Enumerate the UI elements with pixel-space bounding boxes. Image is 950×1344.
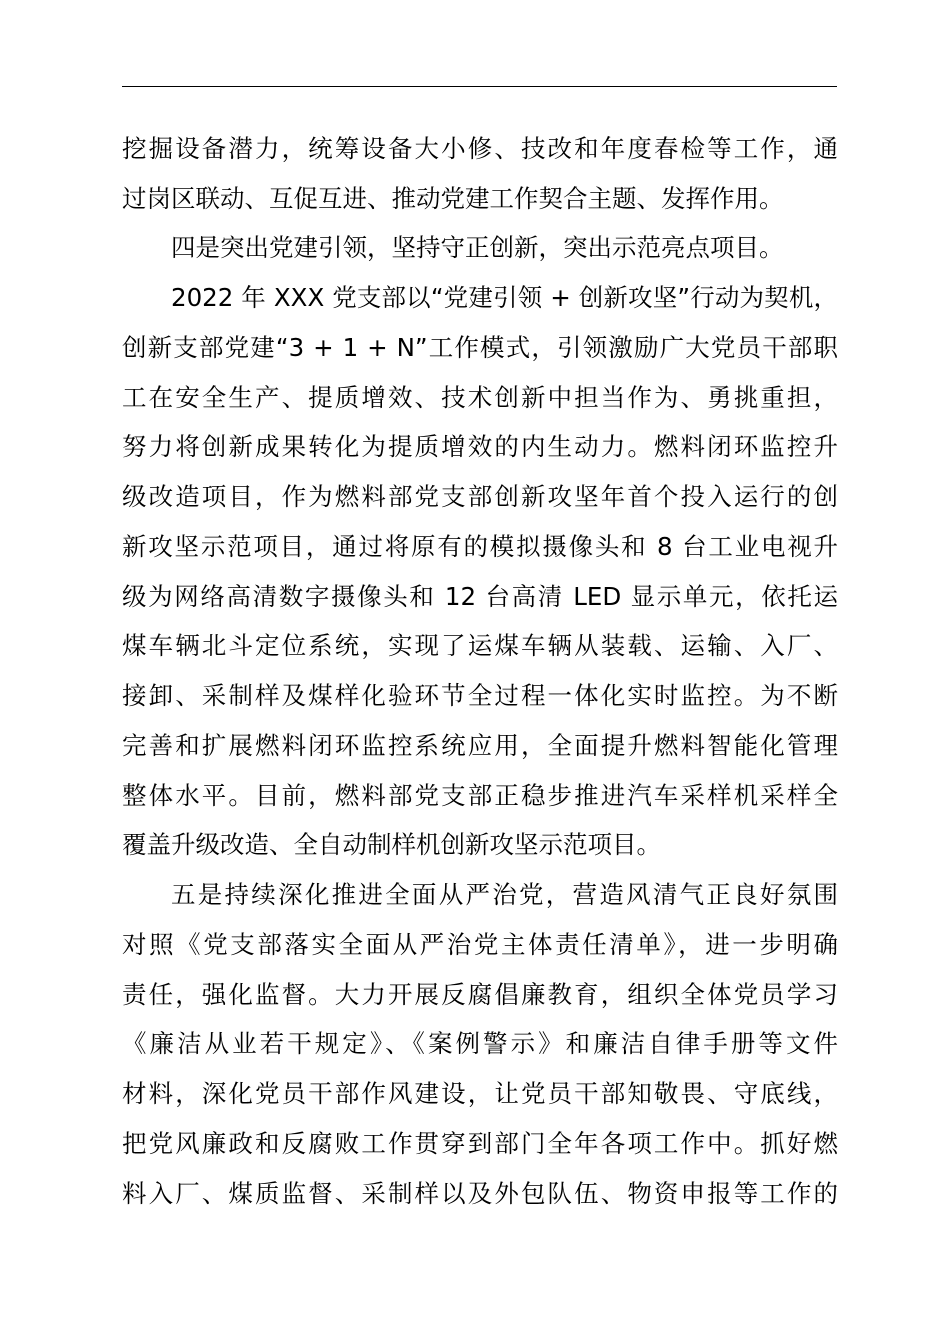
- text-line: 过岗区联动、互促互进、推动党建工作契合主题、发挥作用。: [122, 184, 784, 213]
- text-line: 创新支部党建“3 + 1 + N”工作模式，引领激励广大党员干部职: [122, 333, 838, 362]
- text-line: 新攻坚示范项目，通过将原有的模拟摄像头和 8 台工业电视升: [122, 532, 838, 561]
- text-line: 接卸、采制样及煤样化验环节全过程一体化实时监控。为不断: [122, 681, 838, 710]
- text-line: 料入厂、煤质监督、采制样以及外包队伍、物资申报等工作的: [122, 1179, 838, 1208]
- section-heading: 四是突出党建引领，坚持守正创新，突出示范亮点项目。: [171, 233, 784, 262]
- text-line: 2022 年 XXX 党支部以“党建引领 + 创新攻坚”行动为契机，: [171, 283, 838, 312]
- text-line: 对照《党支部落实全面从严治党主体责任清单》，进一步明确: [122, 930, 838, 959]
- text-line: 努力将创新成果转化为提质增效的内生动力。燃料闭环监控升: [122, 432, 838, 461]
- text-line: 责任，强化监督。大力开展反腐倡廉教育，组织全体党员学习: [122, 980, 838, 1009]
- section-heading: 五是持续深化推进全面从严治党，营造风清气正良好氛围: [171, 880, 838, 909]
- text-line: 级为网络高清数字摄像头和 12 台高清 LED 显示单元，依托运: [122, 582, 838, 611]
- text-line: 覆盖升级改造、全自动制样机创新攻坚示范项目。: [122, 830, 661, 859]
- text-line: 级改造项目，作为燃料部党支部创新攻坚年首个投入运行的创: [122, 482, 838, 511]
- text-line: 把党风廉政和反腐败工作贯穿到部门全年各项工作中。抓好燃: [122, 1129, 838, 1158]
- text-line: 工在安全生产、提质增效、技术创新中担当作为、勇挑重担，: [122, 383, 838, 412]
- text-line: 材料，深化党员干部作风建设，让党员干部知敬畏、守底线，: [122, 1079, 838, 1108]
- text-line: 整体水平。目前，燃料部党支部正稳步推进汽车采样机采样全: [122, 781, 838, 810]
- text-line: 煤车辆北斗定位系统，实现了运煤车辆从装载、运输、入厂、: [122, 631, 838, 660]
- text-line: 《廉洁从业若干规定》、《案例警示》和廉洁自律手册等文件: [122, 1029, 838, 1058]
- text-line: 完善和扩展燃料闭环监控系统应用，全面提升燃料智能化管理: [122, 731, 838, 760]
- header-rule: [122, 86, 837, 87]
- text-line: 挖掘设备潜力，统筹设备大小修、技改和年度春检等工作，通: [122, 134, 838, 163]
